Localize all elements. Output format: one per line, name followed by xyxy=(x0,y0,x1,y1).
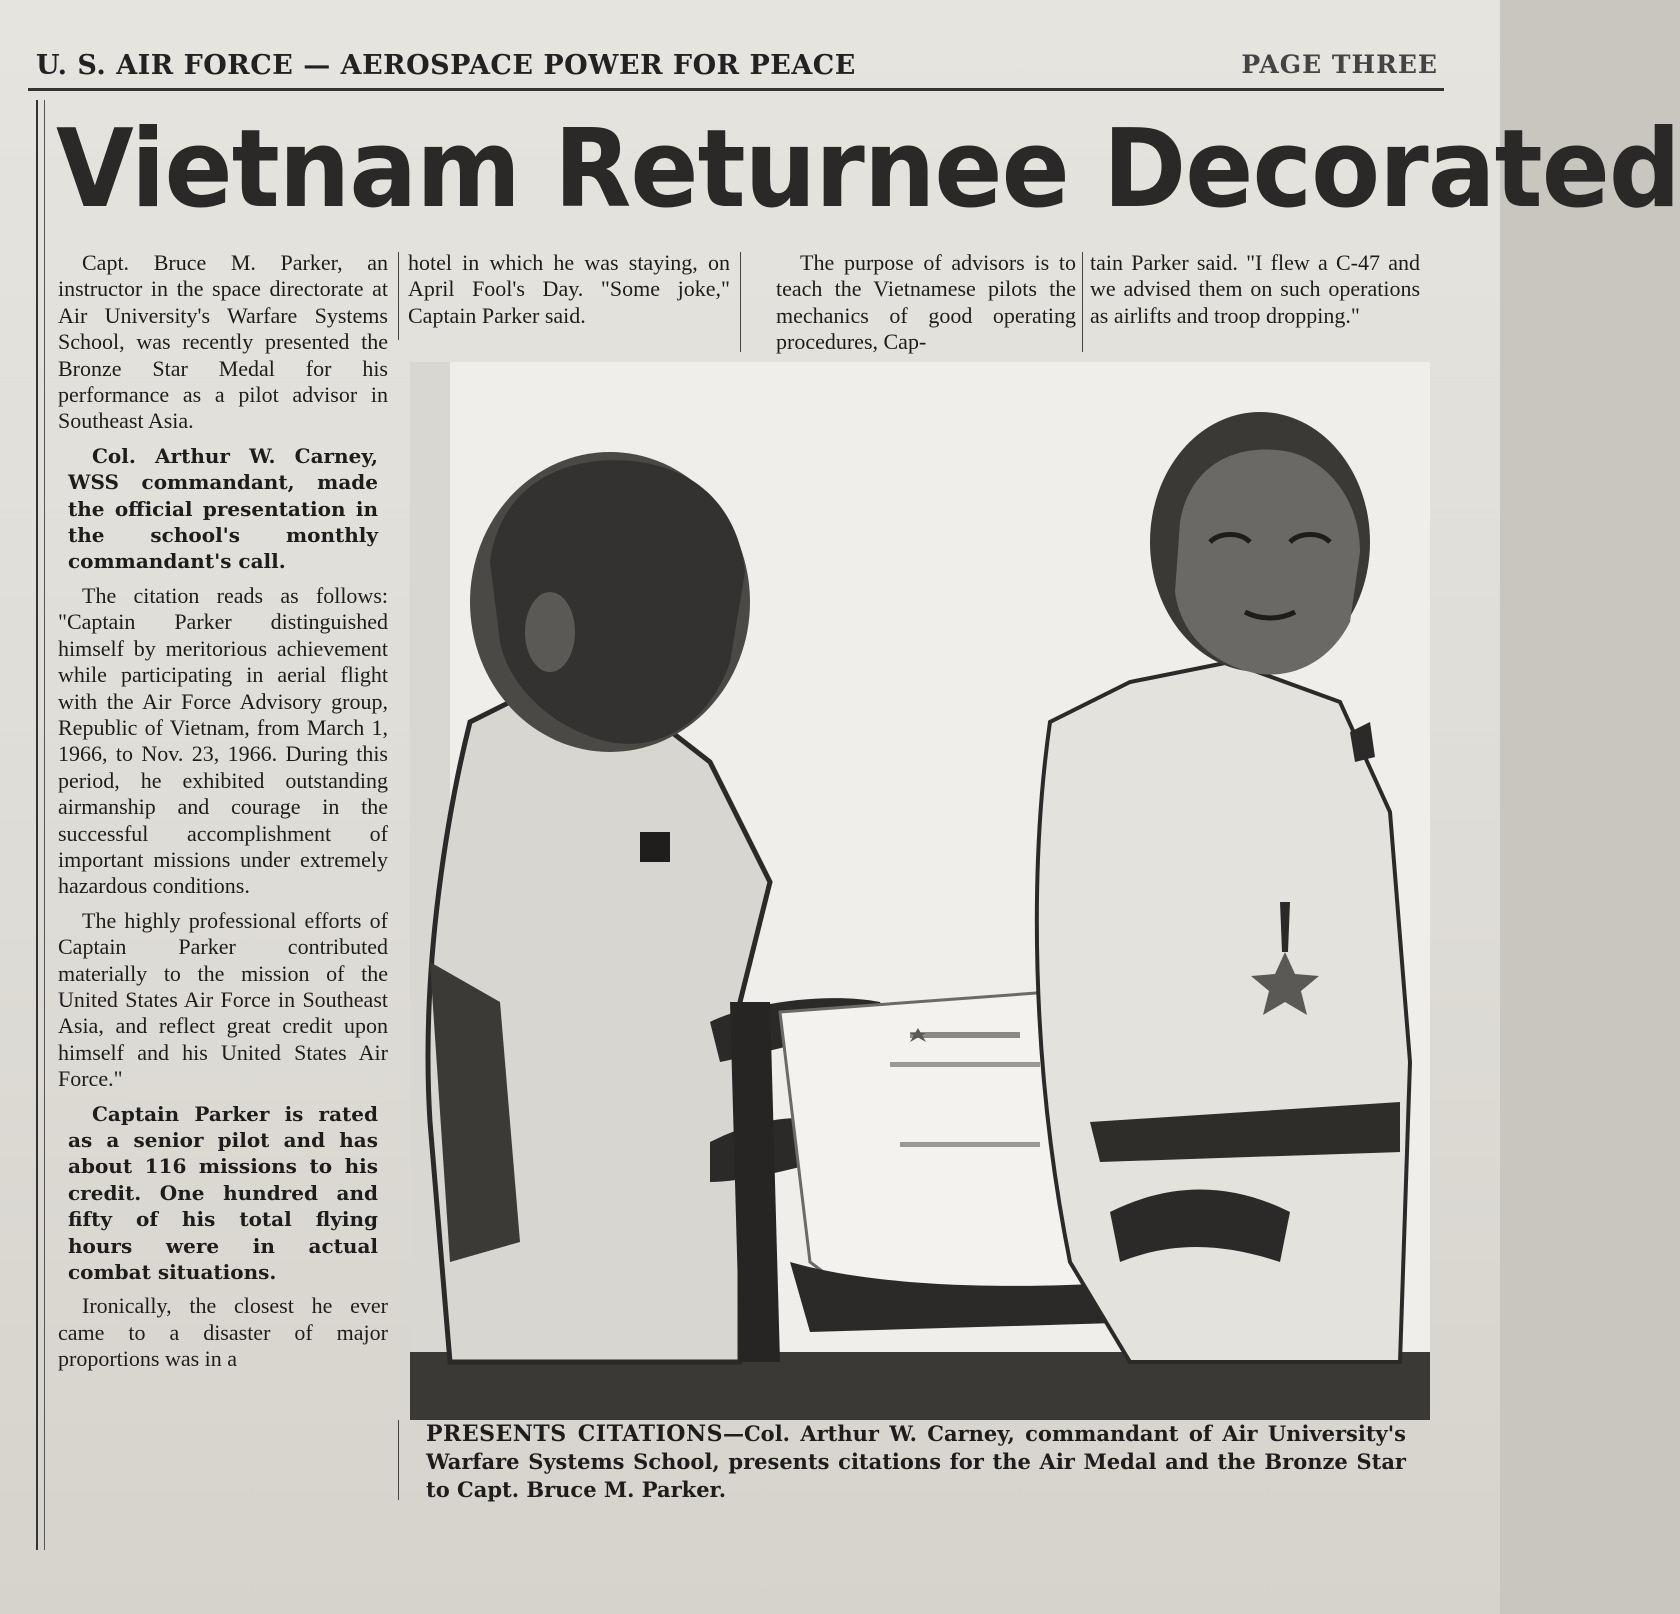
masthead: U. S. AIR FORCE — AEROSPACE POWER FOR PEACE xyxy=(36,50,856,81)
paragraph-bold: Col. Arthur W. Carney, WSS commandant, made the official presentation in the school's monthly commandant's call. xyxy=(68,443,378,574)
paragraph: The purpose of advisors is to teach the Vietnamese pilots the mechanics of good operating procedures, Cap- xyxy=(776,250,1076,355)
headline: Vietnam Returnee Decorated xyxy=(56,107,1680,232)
paragraph: tain Parker said. "I flew a C-47 and we advised them on such operations as airlifts and troop dropping." xyxy=(1090,250,1420,328)
article-column-1 xyxy=(58,250,388,1381)
column-divider xyxy=(740,252,741,352)
news-photo xyxy=(410,362,1430,1420)
paragraph-bold: Captain Parker is rated as a senior pilot and has about 116 missions to his credit. One hundred and fifty of his total flying hours were in actual combat situations. xyxy=(68,1101,378,1285)
paragraph: The citation reads as follows: "Captain Parker distinguished himself by meritorious achievement while participating in aerial flight with the Air Force Advisory group, Republic of Vietnam, from March 1, 1966, to Nov. 23, 1966. During this period, he exhibited outstanding airmanship and courage in the successful accomplishment of important missions under extremely hazardous conditions. xyxy=(58,582,388,899)
page-label: PAGE THREE xyxy=(1241,50,1438,79)
caption-lead: PRESENTS CITATIONS xyxy=(426,1421,723,1447)
article-column-3 xyxy=(776,250,1076,364)
column-divider xyxy=(398,252,399,340)
paragraph: The highly professional efforts of Captain Parker contributed materially to the mission of the United States Air Force in Southeast Asia, and reflect great credit upon himself and his United States Air Force." xyxy=(58,907,388,1092)
column-divider xyxy=(1082,252,1083,352)
column-divider xyxy=(398,1420,399,1500)
caption-body: —Col. Arthur W. Carney, commandant of Air University's Warfare Systems School, presents citations for the Air Medal and the Bronze Star to Capt. Bruce M. Parker. xyxy=(426,1421,1407,1502)
header-rule xyxy=(28,88,1444,91)
photo-illustration xyxy=(410,362,1430,1420)
article-column-2 xyxy=(408,250,730,337)
article-column-4 xyxy=(1090,250,1420,337)
paragraph: Ironically, the closest he ever came to a disaster of major proportions was in a xyxy=(58,1293,388,1372)
left-border-rule xyxy=(36,100,38,1550)
paragraph: hotel in which he was staying, on April Fool's Day. "Some joke," Captain Parker said. xyxy=(408,250,730,328)
paragraph: Capt. Bruce M. Parker, an instructor in the space directorate at Air University's Warfare Systems School, was recently presented the Bronze Star Medal for his performance as a pilot advisor in Southeast Asia. xyxy=(58,250,388,434)
photo-caption xyxy=(426,1420,1406,1504)
left-border-rule-inner xyxy=(44,100,45,1550)
